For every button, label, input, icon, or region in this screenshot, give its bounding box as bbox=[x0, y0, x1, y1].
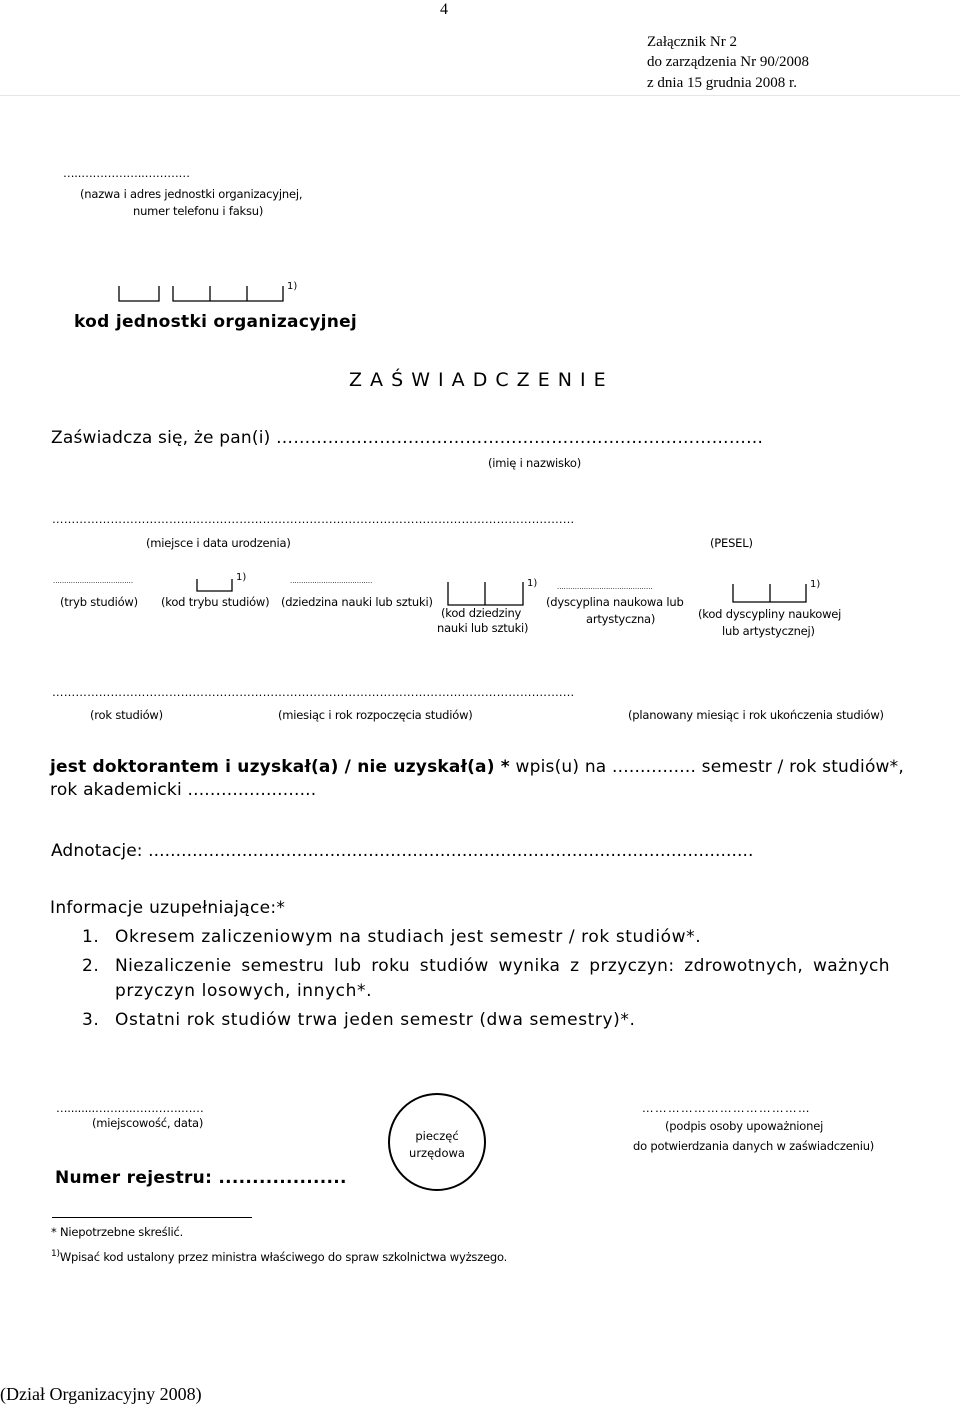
signature-caption-line-1: (podpis osoby upoważnionej bbox=[665, 1119, 824, 1133]
info-item-3-text: Ostatni rok studiów trwa jeden semestr (dwa semestry)*. bbox=[115, 1010, 636, 1030]
field-code-caption-line-2: nauki lub sztuki) bbox=[437, 621, 529, 635]
discipline-caption-line-1: (dyscyplina naukowa lub bbox=[546, 595, 684, 609]
person-lead-line: Zaświadcza się, że pan(i) …………………………………………………….…………………… bbox=[51, 428, 764, 448]
unit-dots: …..……………..………… bbox=[63, 166, 190, 180]
field-dots: ..................................... bbox=[290, 577, 373, 585]
info-item-2-text: Niezaliczenie semestru lub roku studiów wynika z przyczyn: zdrowotnych, ważnych bbox=[115, 956, 890, 976]
mode-code-footnote: 1) bbox=[236, 572, 247, 583]
place-dots: …........……….………….…… bbox=[56, 1101, 204, 1115]
start-caption: (miesiąc i rok rozpoczęcia studiów) bbox=[278, 708, 473, 722]
footer-department: (Dział Organizacyjny 2008) bbox=[0, 1384, 202, 1404]
unit-caption-line-2: numer telefonu i faksu) bbox=[133, 204, 264, 218]
pesel-caption: (PESEL) bbox=[710, 536, 753, 550]
footnote-2-mark: 1) bbox=[51, 1249, 60, 1259]
year-caption: (rok studiów) bbox=[90, 708, 163, 722]
status-line-2: rok akademicki ....................... bbox=[50, 780, 317, 800]
field-code-caption-line-1: (kod dziedziny bbox=[441, 606, 522, 620]
mode-dots: .................................... bbox=[53, 577, 134, 585]
status-line-1 bbox=[50, 759, 904, 776]
unit-caption-line-1: (nazwa i adres jednostki organizacyjnej, bbox=[80, 187, 303, 201]
field-caption: (dziedzina nauki lub sztuki) bbox=[281, 595, 433, 609]
field-code-footnote: 1) bbox=[527, 578, 538, 589]
stamp-line-2: urzędowa bbox=[409, 1146, 465, 1160]
end-caption: (planowany miesiąc i rok ukończenia studiów) bbox=[628, 708, 884, 722]
official-stamp-circle bbox=[388, 1093, 486, 1191]
footnote-2-text: Wpisać kod ustalony przez ministra właściwego do spraw szkolnictwa wyższego. bbox=[59, 1249, 508, 1264]
signature-dots: ………………………………… bbox=[642, 1101, 811, 1115]
footnote-rule bbox=[52, 1217, 252, 1218]
notes-line: Adnotacje: .............................................................................................................. bbox=[51, 841, 754, 861]
status-regular-part: wpis(u) na ............... semestr / rok studiów*, bbox=[509, 757, 904, 777]
stamp-line-1: pieczęć bbox=[415, 1129, 459, 1143]
info-item-3-number: 3. bbox=[82, 1010, 100, 1030]
signature-caption-line-2: do potwierdzania danych w zaświadczeniu) bbox=[633, 1139, 875, 1153]
footnote-2 bbox=[51, 1250, 507, 1263]
discipline-caption-line-2: artystyczna) bbox=[586, 612, 656, 626]
info-item-1-number: 1. bbox=[82, 927, 100, 947]
annex-line-3: z dnia 15 grudnia 2008 r. bbox=[647, 75, 797, 91]
discipline-code-caption-line-2: lub artystycznej) bbox=[722, 624, 815, 638]
register-number-label: Numer rejestru: ................... bbox=[55, 1168, 347, 1188]
info-item-2-number: 2. bbox=[82, 956, 100, 976]
discipline-code-caption-line-1: (kod dyscypliny naukowej bbox=[698, 607, 842, 621]
annex-line-2: do zarządzenia Nr 90/2008 bbox=[647, 54, 810, 70]
status-bold-part: jest doktorantem i uzyskał(a) / nie uzyskał(a) * bbox=[50, 757, 510, 777]
mode-caption: (tryb studiów) bbox=[60, 595, 138, 609]
place-caption: (miejscowość, data) bbox=[92, 1116, 204, 1130]
unit-code-footnote: 1) bbox=[287, 281, 298, 292]
birth-dots: …………………………………………………………………………………………………………….….…… bbox=[52, 512, 575, 526]
annex-line-1: Załącznik Nr 2 bbox=[647, 34, 737, 50]
info-item-2-text-continued: przyczyn losowych, innych*. bbox=[115, 981, 373, 1001]
discipline-code-boxes bbox=[0, 0, 960, 700]
info-item-1-text: Okresem zaliczeniowym na studiach jest semestr / rok studiów*. bbox=[115, 927, 702, 947]
footnote-1: * Niepotrzebne skreślić. bbox=[51, 1225, 184, 1239]
document-title: Z A Ś W I A D C Z E N I E bbox=[349, 369, 607, 391]
discipline-code-footnote: 1) bbox=[810, 579, 821, 590]
page-number: 4 bbox=[440, 1, 448, 18]
period-dots: …………………………………………………………………………………………………………….….…… bbox=[52, 685, 575, 699]
discipline-dots: ........................................... bbox=[557, 583, 653, 591]
mode-code-caption: (kod trybu studiów) bbox=[161, 595, 270, 609]
birth-caption: (miejsce i data urodzenia) bbox=[146, 536, 291, 550]
info-label: Informacje uzupełniające:* bbox=[50, 898, 286, 918]
unit-code-label: kod jednostki organizacyjnej bbox=[74, 312, 358, 332]
name-caption: (imię i nazwisko) bbox=[488, 456, 581, 470]
